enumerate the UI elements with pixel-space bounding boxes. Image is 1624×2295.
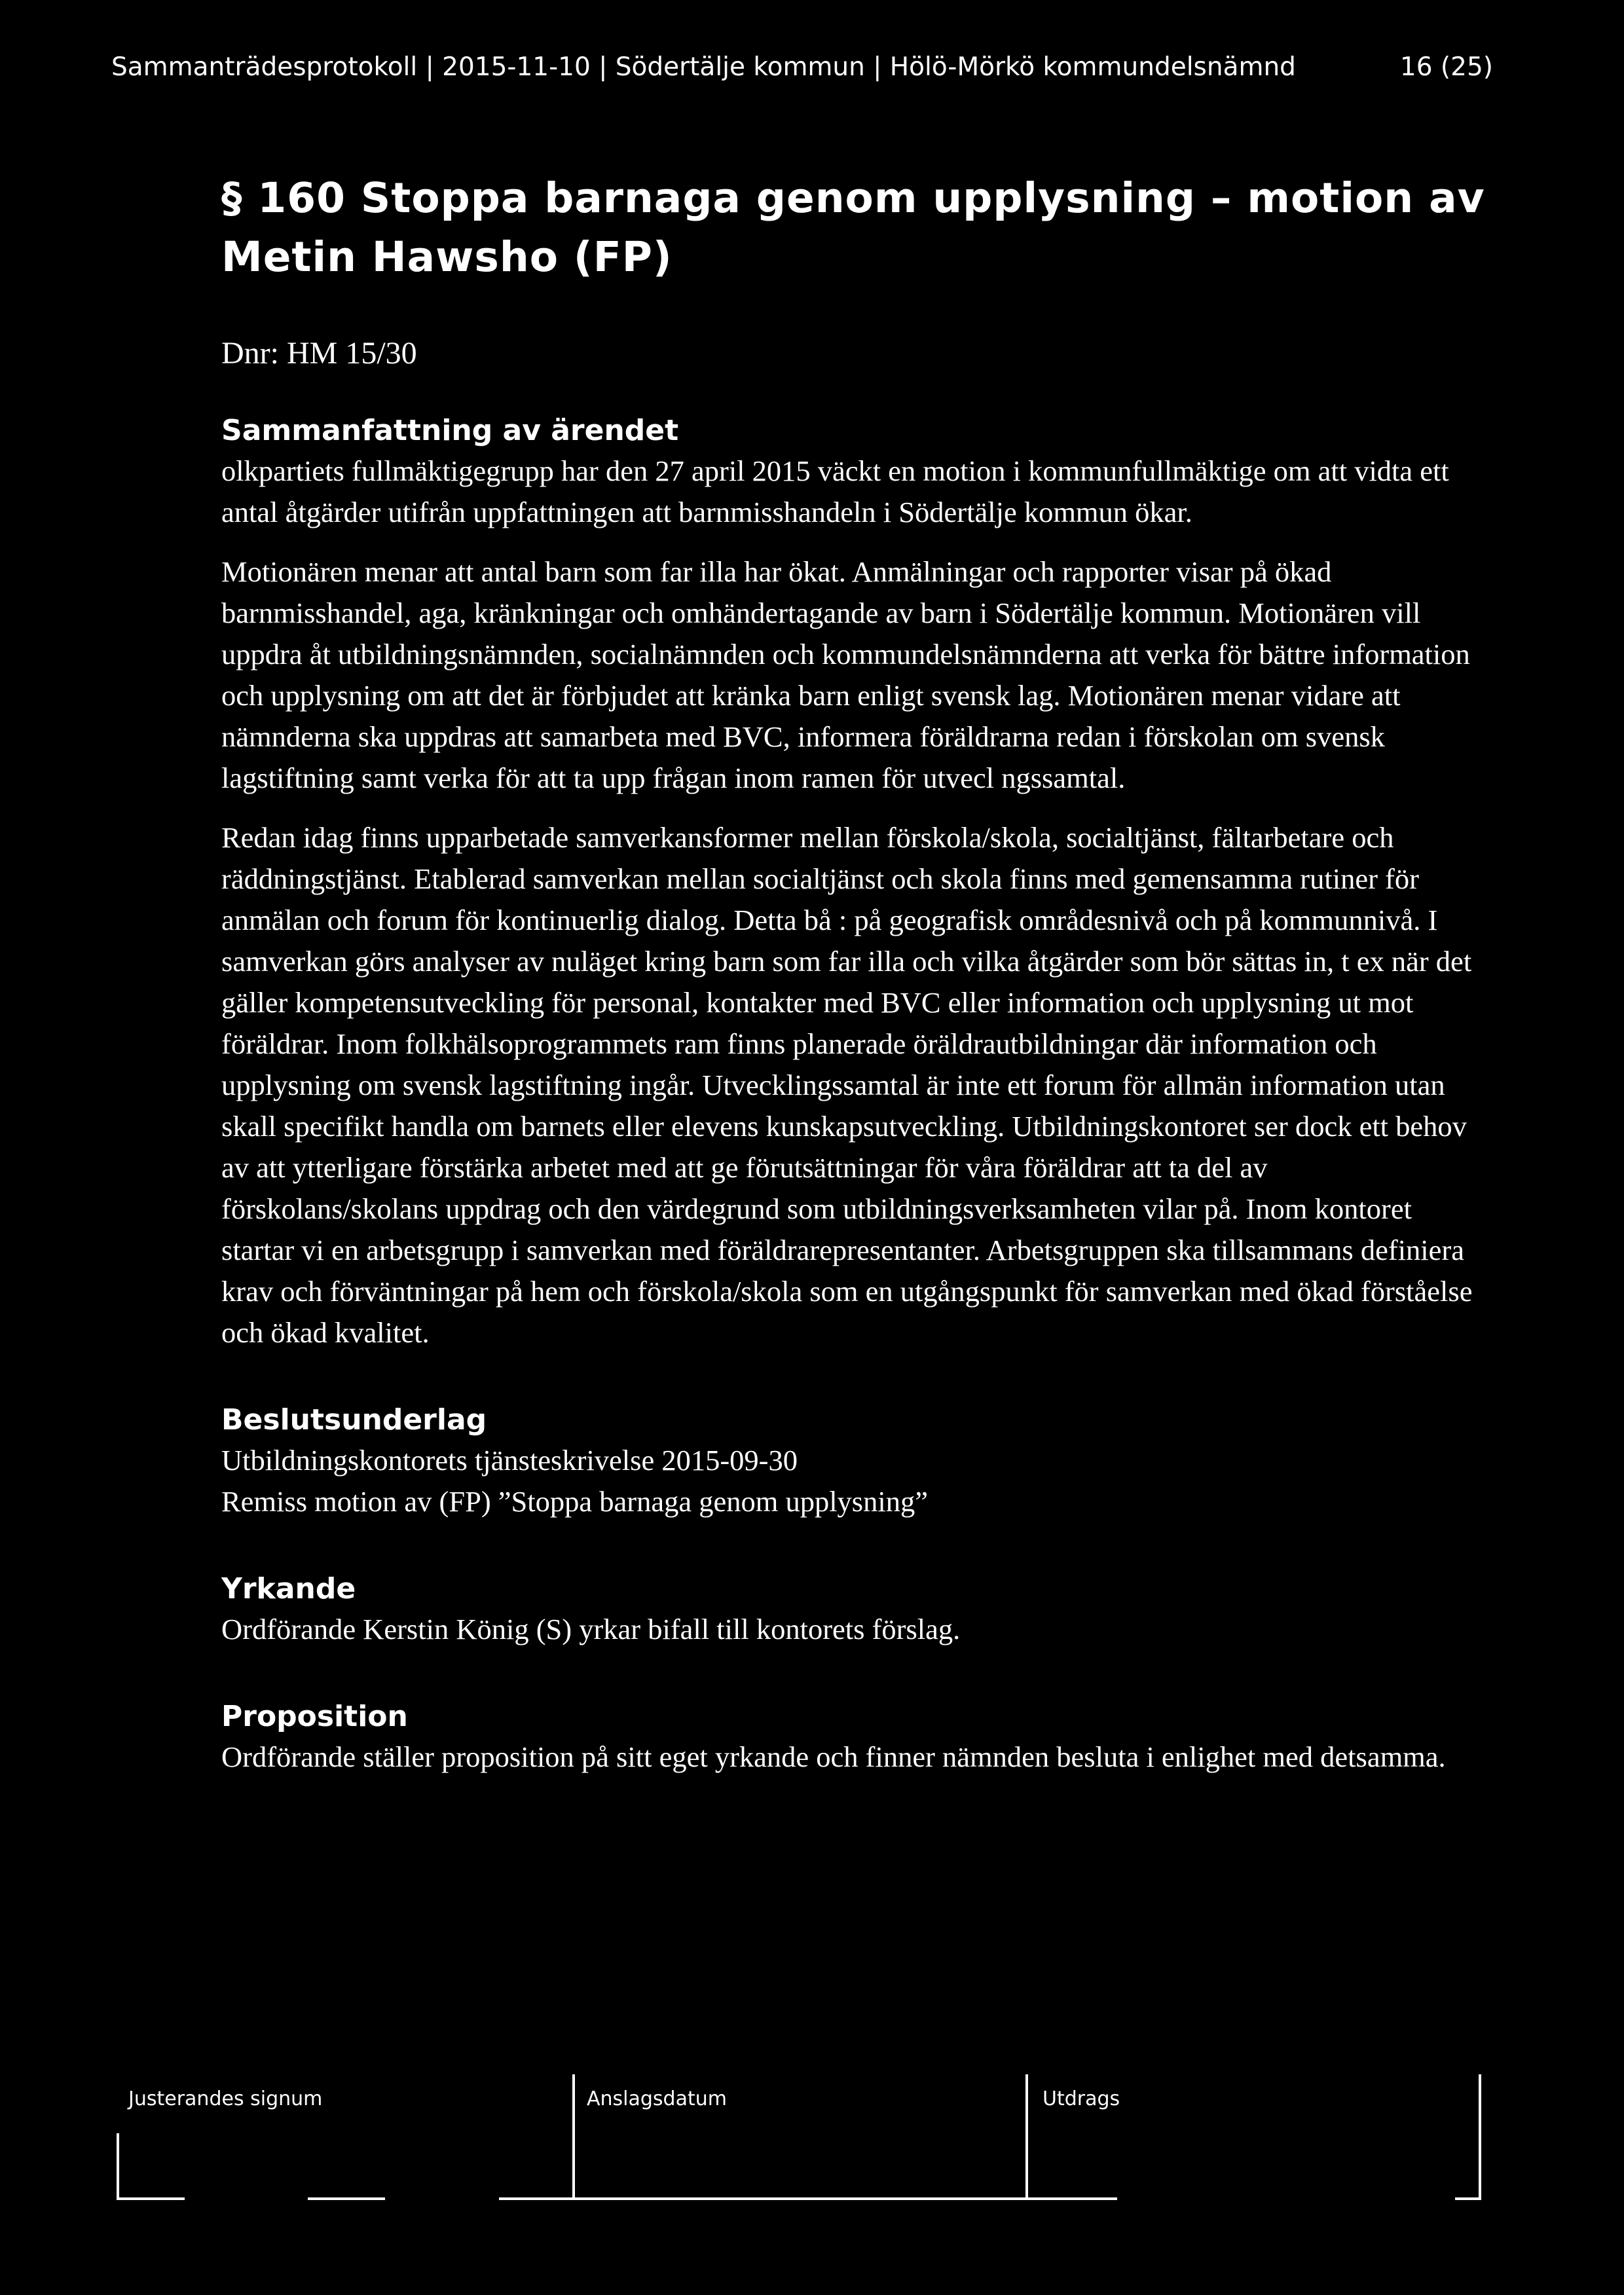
page-number: 16 (25) <box>1399 52 1493 82</box>
basis-item-2: Remiss motion av (FP) ”Stoppa barnaga genom upplysning” <box>221 1485 928 1518</box>
document-body <box>221 169 1485 1778</box>
date-box-bottom-border <box>572 2197 1025 2200</box>
signum-box-left-border <box>117 2133 119 2200</box>
date-box-left-border <box>572 2074 575 2200</box>
signum-box-bottom-segment-3 <box>499 2197 572 2200</box>
summary-heading: Sammanfattning av ärendet <box>221 414 679 447</box>
extract-box-corner <box>1455 2197 1481 2200</box>
signum-box-bottom-segment-1 <box>117 2197 185 2200</box>
summary-paragraph-2: Motionären menar att antal barn som far illa har ökat. Anmälningar och rapporter visar på ökad barnmisshandel, aga, kränkningar och omhändertagande av barn i Södertälje kommun. Motionären vill uppdra åt utbildningsnämnden, socialnämnden och kommundelsnämnderna att verka för bättre information och upplysning om att det är förbjudet att kränka barn enligt svensk lag. Motionären menar vidare att nämnderna ska uppdras att samarbeta med BVC, informera föräldrarna redan i förskolan om svensk lagstiftning samt verka för att ta upp frågan inom ramen för utvecl ngssamtal. <box>221 555 1470 794</box>
signum-box-bottom-segment-2 <box>308 2197 385 2200</box>
signature-footer <box>0 2063 1624 2194</box>
extract-box-right-border <box>1479 2074 1481 2200</box>
summary-paragraph-3: Redan idag finns upparbetade samverkansformer mellan förskola/skola, socialtjänst, fältarbetare och räddningstjänst. Etablerad samverkan mellan socialtjänst och skola finns med gemensamma rutiner för anmälan och forum för kontinuerlig dialog. Detta bå : på geografisk områdesnivå och på kommunnivå. I samverkan görs analyser av nuläget kring barn som far illa och vilka åtgärder som bör sättas in, t ex när det gäller kompetensutveckling för personal, kontakter med BVC eller information och upplysning ut mot föräldrar. Inom folkhälsoprogrammets ram finns planerade öräldrautbildningar där information och upplysning om svensk lagstiftning ingår. Utvecklingssamtal är inte ett forum för allmän information utan skall specifikt handla om barnets eller elevens kunskapsutveckling. Utbildningskontoret ser dock ett behov av att ytterligare förstärka arbetet med att ge förutsättningar för våra föräldrar att ta del av förskolans/skolans uppdrag och den värdegrund som utbildningsverksamheten vilar på. Inom kontoret startar vi en arbetsgrupp i samverkan med föräldrarepresentanter. Arbetsgruppen ska tillsammans definiera krav och förväntningar på hem och förskola/skola som en utgångspunkt för samverkan med ökad förståelse och ökad kvalitet. <box>221 821 1473 1349</box>
motion-heading: Yrkande <box>221 1572 356 1606</box>
header-meta: Sammanträdesprotokoll | 2015-11-10 | Södertälje kommun | Hölö-Mörkö kommundelsnämnd <box>111 52 1296 82</box>
signum-label: Justerandes signum <box>128 2087 323 2110</box>
extract-label: Utdrags <box>1043 2087 1120 2110</box>
extract-box-bottom-border <box>1025 2197 1117 2200</box>
case-number: Dnr: HM 15/30 <box>221 336 417 371</box>
motion-text: Ordförande Kerstin König (S) yrkar bifall till kontorets förslag. <box>221 1613 961 1645</box>
basis-item-1: Utbildningskontorets tjänsteskrivelse 2015-09-30 <box>221 1444 798 1477</box>
extract-box-left-border <box>1025 2074 1028 2200</box>
proposition-text: Ordförande ställer proposition på sitt eget yrkande och finner nämnden besluta i enlighet med detsamma. <box>221 1740 1446 1773</box>
date-label: Anslagsdatum <box>587 2087 727 2110</box>
summary-paragraph-1: olkpartiets fullmäktigegrupp har den 27 april 2015 väckt en motion i kommunfullmäktige om att vidta ett antal åtgärder utifrån uppfattningen att barnmisshandeln i Södertälje kommun ökar. <box>221 454 1449 528</box>
proposition-heading: Proposition <box>221 1700 408 1733</box>
basis-heading: Beslutsunderlag <box>221 1403 487 1437</box>
page-title: § 160 Stoppa barnaga genom upplysning – motion av Metin Hawsho (FP) <box>221 174 1485 281</box>
